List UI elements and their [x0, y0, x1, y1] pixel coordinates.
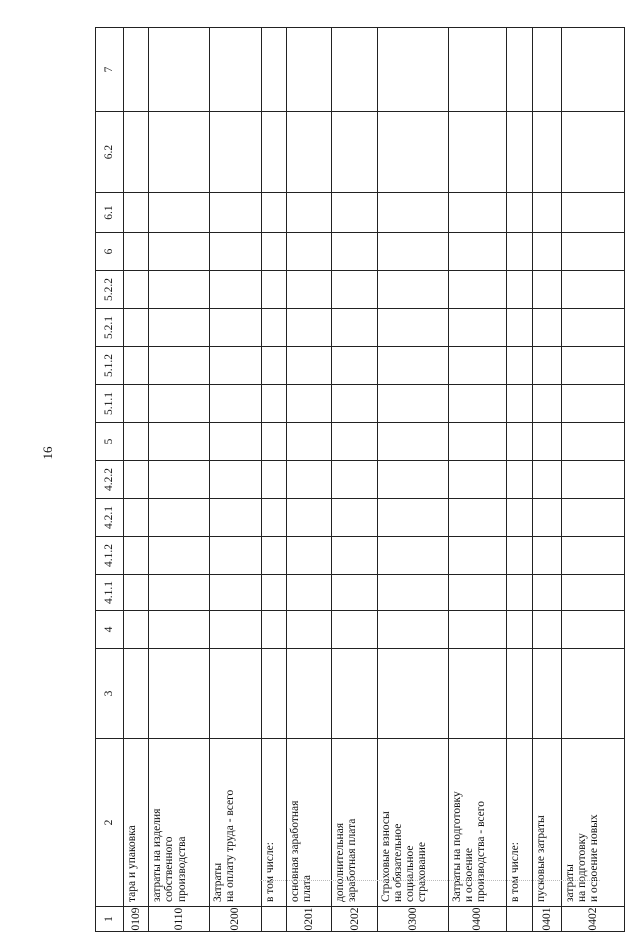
empty-value-cell — [287, 233, 332, 271]
empty-value-cell — [448, 193, 507, 233]
row-code-cell: 0402 — [561, 907, 624, 932]
empty-value-cell — [378, 423, 449, 461]
empty-value-cell — [210, 499, 261, 537]
header-cell-4: 4 — [96, 611, 124, 649]
empty-value-cell — [210, 233, 261, 271]
empty-value-cell — [287, 575, 332, 611]
empty-value-cell — [507, 112, 533, 193]
empty-value-cell — [448, 233, 507, 271]
empty-value-cell — [210, 385, 261, 423]
empty-value-cell — [533, 611, 562, 649]
empty-value-cell — [561, 461, 624, 499]
empty-value-cell — [507, 461, 533, 499]
table-row — [210, 28, 261, 932]
empty-value-cell — [261, 575, 287, 611]
empty-value-cell — [507, 28, 533, 112]
row-code-cell: 0109 — [123, 907, 149, 932]
table-row — [123, 28, 149, 932]
row-name-cell: Затраты на оплату труда - всего — [210, 739, 261, 907]
empty-value-cell — [287, 499, 332, 537]
empty-value-cell — [507, 537, 533, 575]
empty-value-cell — [210, 611, 261, 649]
empty-value-cell — [448, 309, 507, 347]
empty-value-cell — [507, 499, 533, 537]
empty-value-cell — [261, 385, 287, 423]
empty-value-cell — [149, 385, 210, 423]
empty-value-cell — [332, 233, 378, 271]
empty-value-cell — [378, 649, 449, 739]
row-name-cell: Страховые взносы на обязательное социальное страхование — [378, 739, 449, 907]
empty-value-cell — [533, 28, 562, 112]
row-name-cell: Затраты на подготовку и освоение производства - всего — [448, 739, 507, 907]
empty-value-cell — [378, 193, 449, 233]
empty-value-cell — [507, 611, 533, 649]
empty-value-cell — [533, 537, 562, 575]
empty-value-cell — [507, 309, 533, 347]
empty-value-cell — [210, 537, 261, 575]
row-name-cell: затраты на изделия собственного производства — [149, 739, 210, 907]
empty-value-cell — [507, 233, 533, 271]
empty-value-cell — [210, 193, 261, 233]
empty-value-cell — [149, 611, 210, 649]
empty-value-cell — [261, 271, 287, 309]
empty-value-cell — [287, 347, 332, 385]
header-cell-7: 7 — [96, 28, 124, 112]
empty-value-cell — [123, 575, 149, 611]
empty-value-cell — [261, 112, 287, 193]
table-row — [533, 28, 562, 932]
empty-value-cell — [210, 461, 261, 499]
empty-value-cell — [261, 461, 287, 499]
header-cell-6-2: 6.2 — [96, 112, 124, 193]
header-cell-2: 2 — [96, 739, 124, 907]
empty-value-cell — [533, 499, 562, 537]
empty-value-cell — [332, 499, 378, 537]
table-row — [448, 28, 507, 932]
empty-value-cell — [448, 271, 507, 309]
empty-value-cell — [210, 112, 261, 193]
row-code-cell: 0300 — [378, 907, 449, 932]
header-cell-5-1-2: 5.1.2 — [96, 347, 124, 385]
row-code-cell: 0400 — [448, 907, 507, 932]
row-name-cell: в том числе: — [261, 739, 287, 907]
empty-value-cell — [149, 461, 210, 499]
header-cell-1: 1 — [96, 907, 124, 932]
empty-value-cell — [533, 347, 562, 385]
empty-value-cell — [533, 461, 562, 499]
empty-value-cell — [533, 112, 562, 193]
empty-value-cell — [332, 309, 378, 347]
empty-value-cell — [332, 271, 378, 309]
empty-value-cell — [533, 309, 562, 347]
empty-value-cell — [287, 649, 332, 739]
empty-value-cell — [123, 423, 149, 461]
empty-value-cell — [332, 575, 378, 611]
empty-value-cell — [287, 271, 332, 309]
empty-value-cell — [287, 309, 332, 347]
header-cell-6: 6 — [96, 233, 124, 271]
empty-value-cell — [448, 649, 507, 739]
empty-value-cell — [261, 28, 287, 112]
row-name-cell: тара и упаковка — [123, 739, 149, 907]
rotated-form-sheet — [95, 30, 625, 932]
row-code-cell — [261, 907, 287, 932]
cost-form-table — [95, 27, 625, 932]
empty-value-cell — [378, 385, 449, 423]
empty-value-cell — [149, 649, 210, 739]
empty-value-cell — [533, 271, 562, 309]
header-row — [96, 28, 124, 932]
row-name-cell: дополнительная заработная плата — [332, 739, 378, 907]
empty-value-cell — [332, 28, 378, 112]
empty-value-cell — [287, 193, 332, 233]
empty-value-cell — [123, 112, 149, 193]
empty-value-cell — [378, 611, 449, 649]
empty-value-cell — [561, 28, 624, 112]
empty-value-cell — [561, 499, 624, 537]
empty-value-cell — [210, 347, 261, 385]
row-code-cell: 0201 — [287, 907, 332, 932]
empty-value-cell — [507, 271, 533, 309]
empty-value-cell — [123, 461, 149, 499]
empty-value-cell — [378, 309, 449, 347]
table-row — [287, 28, 332, 932]
empty-value-cell — [378, 233, 449, 271]
empty-value-cell — [533, 233, 562, 271]
table-row — [378, 28, 449, 932]
header-cell-4-2-2: 4.2.2 — [96, 461, 124, 499]
empty-value-cell — [149, 112, 210, 193]
empty-value-cell — [149, 537, 210, 575]
empty-value-cell — [533, 649, 562, 739]
row-code-cell — [507, 907, 533, 932]
header-cell-3: 3 — [96, 649, 124, 739]
empty-value-cell — [287, 112, 332, 193]
empty-value-cell — [448, 611, 507, 649]
empty-value-cell — [378, 575, 449, 611]
empty-value-cell — [561, 347, 624, 385]
empty-value-cell — [149, 309, 210, 347]
empty-value-cell — [149, 499, 210, 537]
empty-value-cell — [123, 309, 149, 347]
empty-value-cell — [123, 385, 149, 423]
empty-value-cell — [149, 271, 210, 309]
empty-value-cell — [448, 461, 507, 499]
table-row — [332, 28, 378, 932]
empty-value-cell — [332, 193, 378, 233]
empty-value-cell — [332, 461, 378, 499]
empty-value-cell — [533, 575, 562, 611]
table-row — [149, 28, 210, 932]
empty-value-cell — [448, 28, 507, 112]
empty-value-cell — [149, 233, 210, 271]
row-code-cell: 0200 — [210, 907, 261, 932]
empty-value-cell — [561, 233, 624, 271]
empty-value-cell — [287, 461, 332, 499]
empty-value-cell — [210, 423, 261, 461]
empty-value-cell — [507, 193, 533, 233]
header-cell-5: 5 — [96, 423, 124, 461]
row-name-cell: основная заработная плата — [287, 739, 332, 907]
empty-value-cell — [561, 309, 624, 347]
empty-value-cell — [210, 271, 261, 309]
empty-value-cell — [261, 537, 287, 575]
empty-value-cell — [507, 575, 533, 611]
header-cell-4-2-1: 4.2.1 — [96, 499, 124, 537]
empty-value-cell — [332, 385, 378, 423]
empty-value-cell — [261, 193, 287, 233]
empty-value-cell — [123, 649, 149, 739]
empty-value-cell — [261, 611, 287, 649]
header-cell-5-2-1: 5.2.1 — [96, 309, 124, 347]
scan-edge-line — [260, 880, 600, 881]
row-name-cell: затраты на подготовку и освоение новых — [561, 739, 624, 907]
header-cell-5-1-1: 5.1.1 — [96, 385, 124, 423]
empty-value-cell — [378, 461, 449, 499]
empty-value-cell — [149, 423, 210, 461]
empty-value-cell — [448, 423, 507, 461]
table-row — [261, 28, 287, 932]
header-cell-4-1-2: 4.1.2 — [96, 537, 124, 575]
empty-value-cell — [378, 537, 449, 575]
empty-value-cell — [561, 271, 624, 309]
empty-value-cell — [210, 649, 261, 739]
empty-value-cell — [448, 347, 507, 385]
empty-value-cell — [332, 611, 378, 649]
header-cell-6-1: 6.1 — [96, 193, 124, 233]
table-row — [507, 28, 533, 932]
empty-value-cell — [561, 575, 624, 611]
empty-value-cell — [507, 385, 533, 423]
empty-value-cell — [149, 193, 210, 233]
row-name-cell: в том числе: — [507, 739, 533, 907]
empty-value-cell — [261, 309, 287, 347]
empty-value-cell — [507, 347, 533, 385]
table-body — [96, 28, 625, 932]
empty-value-cell — [149, 347, 210, 385]
empty-value-cell — [507, 423, 533, 461]
empty-value-cell — [332, 347, 378, 385]
empty-value-cell — [287, 28, 332, 112]
empty-value-cell — [123, 28, 149, 112]
empty-value-cell — [287, 423, 332, 461]
empty-value-cell — [533, 385, 562, 423]
empty-value-cell — [378, 271, 449, 309]
empty-value-cell — [123, 193, 149, 233]
empty-value-cell — [378, 112, 449, 193]
empty-value-cell — [261, 233, 287, 271]
empty-value-cell — [561, 112, 624, 193]
empty-value-cell — [561, 193, 624, 233]
empty-value-cell — [561, 537, 624, 575]
empty-value-cell — [332, 112, 378, 193]
empty-value-cell — [261, 423, 287, 461]
empty-value-cell — [378, 347, 449, 385]
empty-value-cell — [561, 423, 624, 461]
row-name-cell: пусковые затраты — [533, 739, 562, 907]
page-number: 16 — [40, 446, 55, 460]
empty-value-cell — [533, 423, 562, 461]
empty-value-cell — [448, 385, 507, 423]
empty-value-cell — [123, 499, 149, 537]
empty-value-cell — [210, 575, 261, 611]
empty-value-cell — [378, 499, 449, 537]
empty-value-cell — [287, 611, 332, 649]
empty-value-cell — [448, 537, 507, 575]
empty-value-cell — [261, 499, 287, 537]
empty-value-cell — [561, 649, 624, 739]
row-code-cell: 0401 — [533, 907, 562, 932]
empty-value-cell — [149, 575, 210, 611]
empty-value-cell — [123, 271, 149, 309]
empty-value-cell — [533, 193, 562, 233]
row-code-cell: 0110 — [149, 907, 210, 932]
empty-value-cell — [149, 28, 210, 112]
empty-value-cell — [287, 385, 332, 423]
empty-value-cell — [123, 537, 149, 575]
empty-value-cell — [448, 499, 507, 537]
empty-value-cell — [332, 423, 378, 461]
empty-value-cell — [261, 347, 287, 385]
empty-value-cell — [123, 233, 149, 271]
empty-value-cell — [561, 385, 624, 423]
empty-value-cell — [332, 537, 378, 575]
empty-value-cell — [210, 28, 261, 112]
row-code-cell: 0202 — [332, 907, 378, 932]
table-row — [561, 28, 624, 932]
empty-value-cell — [378, 28, 449, 112]
empty-value-cell — [123, 611, 149, 649]
empty-value-cell — [332, 649, 378, 739]
header-cell-4-1-1: 4.1.1 — [96, 575, 124, 611]
header-cell-5-2-2: 5.2.2 — [96, 271, 124, 309]
empty-value-cell — [261, 649, 287, 739]
empty-value-cell — [507, 649, 533, 739]
empty-value-cell — [561, 611, 624, 649]
empty-value-cell — [210, 309, 261, 347]
empty-value-cell — [448, 112, 507, 193]
empty-value-cell — [448, 575, 507, 611]
empty-value-cell — [123, 347, 149, 385]
empty-value-cell — [287, 537, 332, 575]
